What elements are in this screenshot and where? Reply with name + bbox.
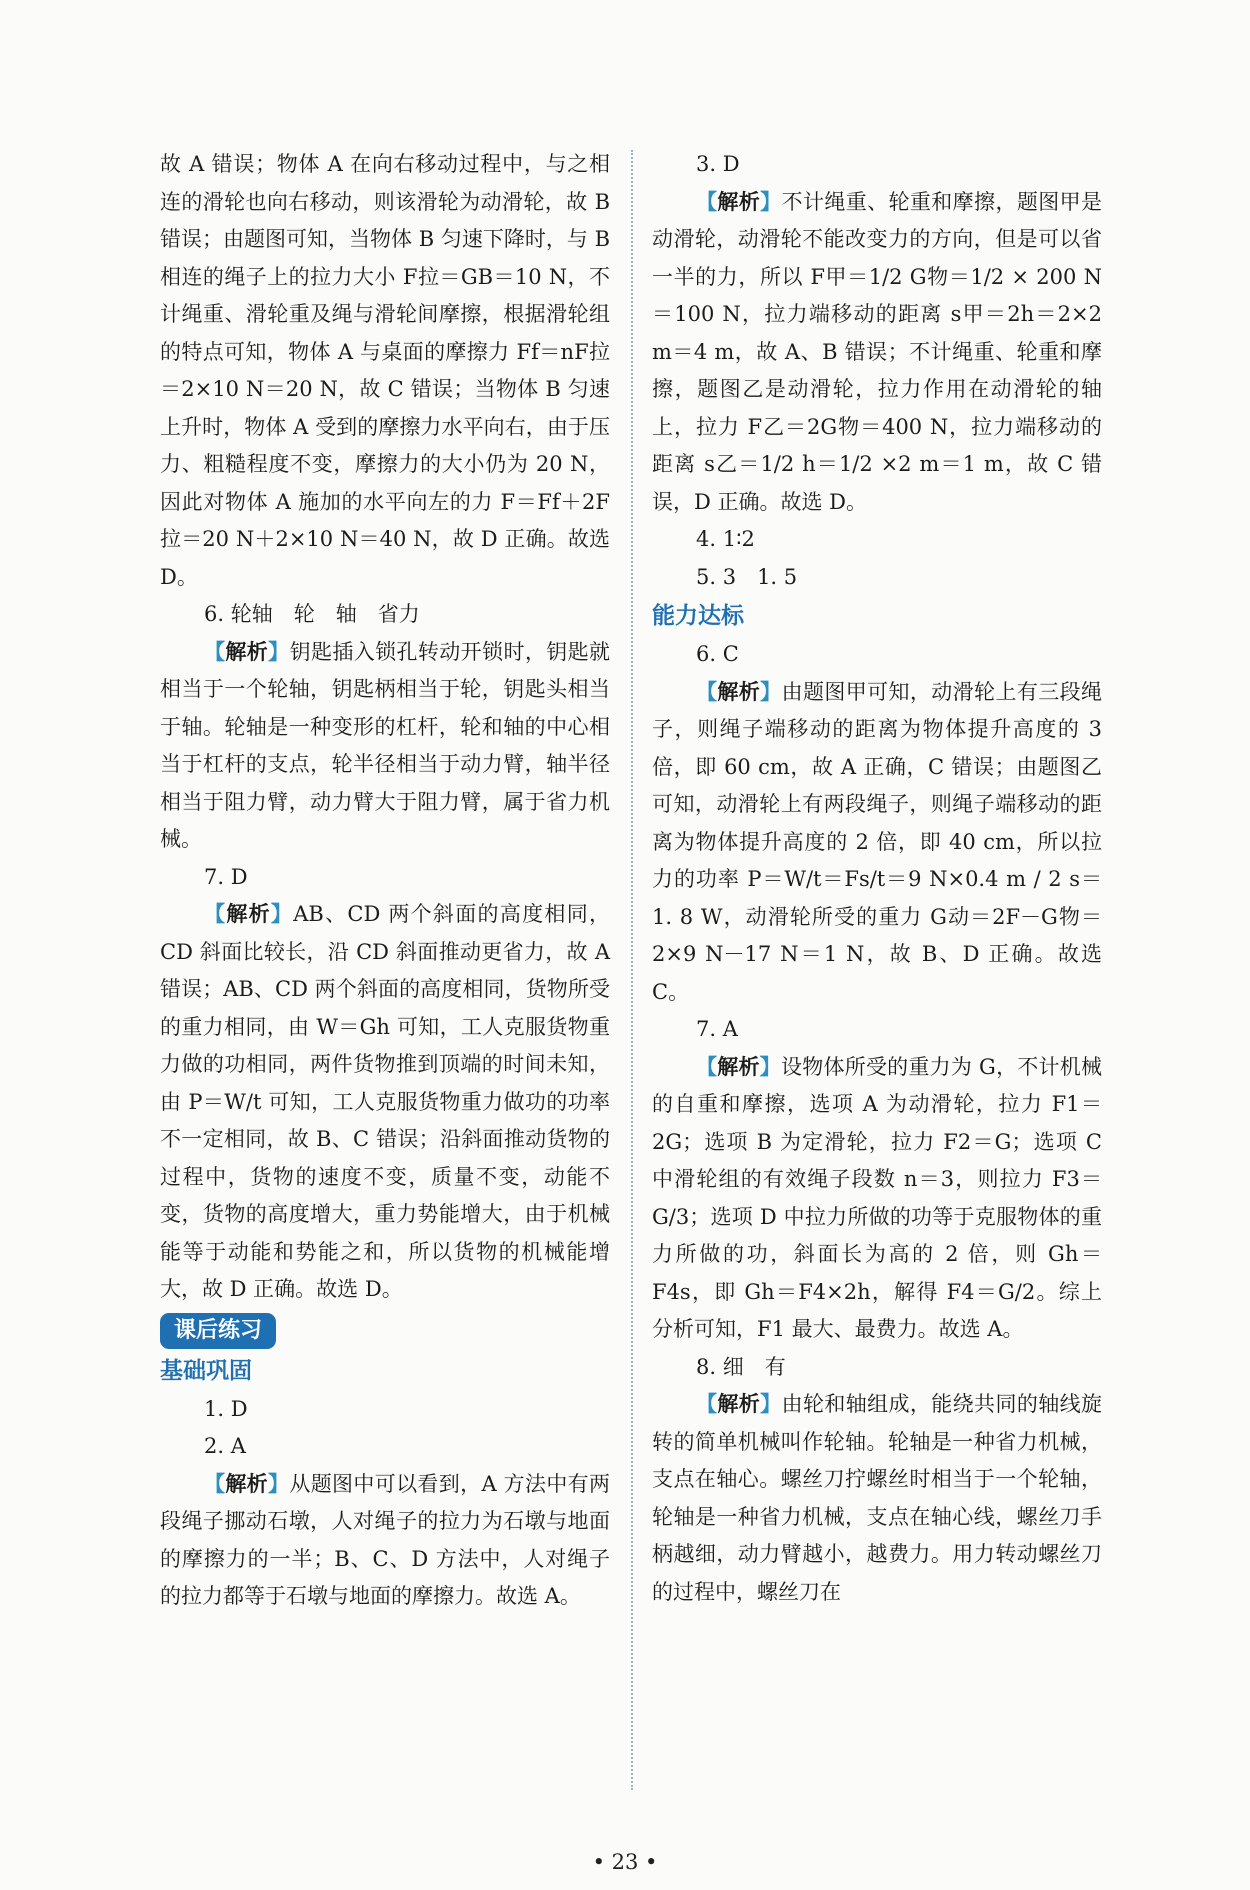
- explanation: 【解析】AB、CD 两个斜面的高度相同，CD 斜面比较长，沿 CD 斜面推动更省力，故 A 错误；AB、CD 两个斜面的高度相同，货物所受的重力相同，由 W＝Gh 可知，工人克服货物重力做的功相同，两件货物推到顶端的时间未知，由 P＝W/t 可知，工人克服货物重力做功的功率不一定相同，故 B、C 错误；沿斜面推动货物的过程中，货物的速度不变，质量不变，动能不变，货物的高度增大，重力势能增大，由于机械能等于动能和势能之和，所以货物的机械能增大，故 D 正确。故选 D。: [160, 902, 611, 1301]
- answer-line: 6. 轮轴 轮 轴 省力: [204, 602, 420, 626]
- explanation: 【解析】设物体所受的重力为 G，不计机械的自重和摩擦，选项 A 为动滑轮，拉力 F1＝2G；选项 B 为定滑轮，拉力 F2＝G；选项 C 中滑轮组的有效绳子段数 n＝3，则拉力 F3＝G/3；选项 D 中拉力所做的功等于克服物体的重力所做的功，斜面长为高的 2 倍，则 Gh＝F4s，即 Gh＝F4×2h，解得 F4＝G/2。综上分析可知，F1 最大、最费力。故选 A。: [652, 1054, 1103, 1341]
- answer-line: 2. A: [204, 1434, 246, 1458]
- explanation: 【解析】从题图中可以看到，A 方法中有两段绳子挪动石墩，人对绳子的拉力为石墩与地面的摩擦力的一半；B、C、D 方法中，人对绳子的拉力都等于石墩与地面的摩擦力。故选 A。: [160, 1471, 611, 1608]
- section-heading: 能力达标: [652, 603, 744, 629]
- explanation-tag: 【解析】: [696, 189, 782, 214]
- left-column: [160, 146, 610, 1616]
- explanation-tag: 【解析】: [696, 1054, 781, 1079]
- answer-line: 3. D: [696, 152, 740, 176]
- section-badge: 课后练习: [160, 1313, 276, 1349]
- answer-line: 1. D: [204, 1396, 248, 1421]
- explanation: 【解析】由轮和轴组成，能绕共同的轴线旋转的简单机械叫作轮轴。轮轴是一种省力机械，支点在轴心。螺丝刀拧螺丝时相当于一个轮轴，轮轴是一种省力机械，支点在轴心线，螺丝刀手柄越细，动力臂越小，越费力。用力转动螺丝刀的过程中，螺丝刀在: [652, 1392, 1103, 1604]
- paragraph: 故 A 错误；物体 A 在向右移动过程中，与之相连的滑轮也向右移动，则该滑轮为动滑轮，故 B 错误；由题图可知，当物体 B 匀速下降时，与 B 相连的绳子上的拉力大小 F拉＝GB＝10 N，不计绳重、滑轮重及绳与滑轮间摩擦，根据滑轮组的特点可知，物体 A 与桌面的摩擦力 Ff＝nF拉＝2×10 N＝20 N，故 C 错误；当物体 B 匀速上升时，物体 A 受到的摩擦力水平向右，由于压力、粗糙程度不变，摩擦力的大小仍为 20 N，因此对物体 A 施加的水平向左的力 F＝Ff＋2F拉＝20 N＋2×10 N＝40 N，故 D 正确。故选 D。: [160, 152, 610, 589]
- explanation: 【解析】由题图甲可知，动滑轮上有三段绳子，则绳子端移动的距离为物体提升高度的 3 倍，即 60 cm，故 A 正确，C 错误；由题图乙可知，动滑轮上有两段绳子，则绳子端移动的距离为物体提升高度的 2 倍，即 40 cm，所以拉力的功率 P＝W/t＝Fs/t＝9 N×0.4 m / 2 s＝1. 8 W，动滑轮所受的重力 G动＝2F－G物＝2×9 N－17 N＝1 N，故 B、D 正确。故选 C。: [652, 679, 1103, 1004]
- explanation-tag: 【解析】: [204, 1471, 290, 1496]
- page-number: • 23 •: [592, 1850, 658, 1874]
- explanation: 【解析】不计绳重、轮重和摩擦，题图甲是动滑轮，动滑轮不能改变力的方向，但是可以省一半的力，所以 F甲＝1/2 G物＝1/2 × 200 N＝100 N，拉力端移动的距离 s甲＝2h＝2×2 m＝4 m，故 A、B 错误；不计绳重、轮重和摩擦，题图乙是动滑轮，拉力作用在动滑轮的轴上，拉力 F乙＝2G物＝400 N，拉力端移动的距离 s乙＝1/2 h＝1/2 ×2 m＝1 m，故 C 错误，D 正确。故选 D。: [652, 189, 1103, 514]
- explanation-tag: 【解析】: [696, 1392, 782, 1416]
- explanation-tag: 【解析】: [204, 902, 294, 926]
- answer-line: 7. A: [696, 1017, 738, 1041]
- explanation-tag: 【解析】: [204, 639, 290, 664]
- right-column: [652, 146, 1102, 1611]
- explanation: 【解析】钥匙插入锁孔转动开锁时，钥匙就相当于一个轮轴，钥匙柄相当于轮，钥匙头相当于轴。轮轴是一种变形的杠杆，轮和轴的中心相当于杠杆的支点，轮半径相当于动力臂，轴半径相当于阻力臂，动力臂大于阻力臂，属于省力机械。: [160, 639, 611, 851]
- answer-line: 4. 1∶2: [696, 527, 755, 551]
- section-heading: 基础巩固: [160, 1357, 252, 1384]
- column-divider: [631, 150, 633, 1790]
- explanation-tag: 【解析】: [696, 679, 782, 704]
- answer-line: 5. 3 1. 5: [696, 564, 798, 589]
- answer-line: 7. D: [204, 864, 248, 889]
- answer-line: 6. C: [696, 642, 739, 666]
- answer-line: 8. 细 有: [696, 1354, 786, 1379]
